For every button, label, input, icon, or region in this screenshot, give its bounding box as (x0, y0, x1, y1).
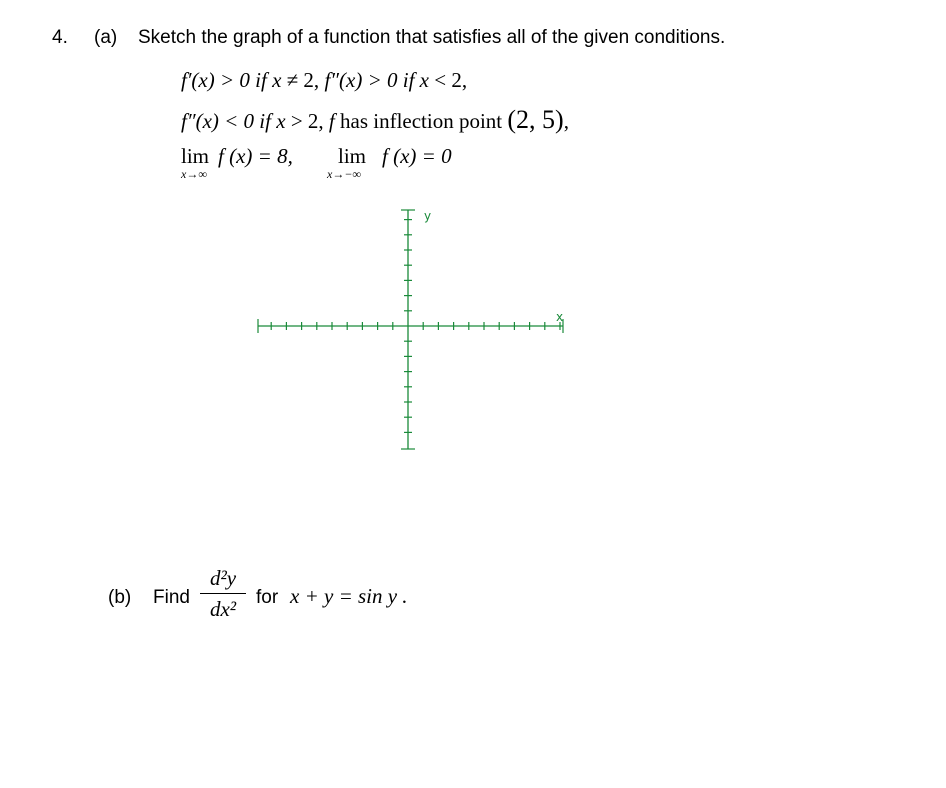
condition-line-2 (181, 105, 569, 135)
fprime-expr: f′(x) > 0 if (181, 68, 273, 92)
problem-number: 4. (52, 27, 68, 48)
part-a-label: (a) (94, 27, 118, 48)
fraction-bar (200, 593, 246, 594)
limit-1 (181, 144, 209, 169)
limit-2-expression: f (x) = 0 (382, 144, 452, 168)
lt-two: < 2, (429, 68, 468, 92)
x-var: x (419, 68, 429, 92)
fraction-numerator: d²y (209, 566, 237, 590)
inflection-text: has inflection point (334, 109, 508, 133)
inflection-point: (2, 5) (507, 105, 564, 134)
neq-two: ≠ 2, (281, 68, 325, 92)
find-word: Find (153, 587, 190, 608)
limit-1-subscript: x→∞ (181, 167, 207, 181)
limit-2 (338, 144, 366, 169)
fdoubleprime-expr: f″(x) < 0 if (181, 109, 277, 133)
limit-1-expression: f (x) = 8, (218, 144, 293, 168)
line-end-comma: , (563, 109, 569, 133)
equation: x + y = sin y . (290, 584, 408, 608)
lim-word: lim (181, 144, 210, 168)
part-a-instruction: Sketch the graph of a function that satisfies all of the given conditions. (138, 27, 726, 48)
y-axis-label: y (424, 209, 432, 223)
x-axis-label: x (556, 310, 564, 324)
for-word: for (256, 587, 279, 608)
second-derivative-fraction (198, 565, 248, 622)
fraction-denominator: dx² (209, 597, 237, 621)
lim-word: lim (338, 144, 367, 168)
f-var: f (328, 109, 335, 133)
gt-two: > 2, (285, 109, 329, 133)
part-b-label: (b) (108, 587, 132, 608)
condition-line-1 (181, 68, 467, 93)
fdoubleprime-expr: f″(x) > 0 if (324, 68, 420, 92)
x-var: x (272, 68, 282, 92)
x-var: x (276, 109, 286, 133)
limit-2-subscript: x→−∞ (327, 167, 361, 181)
